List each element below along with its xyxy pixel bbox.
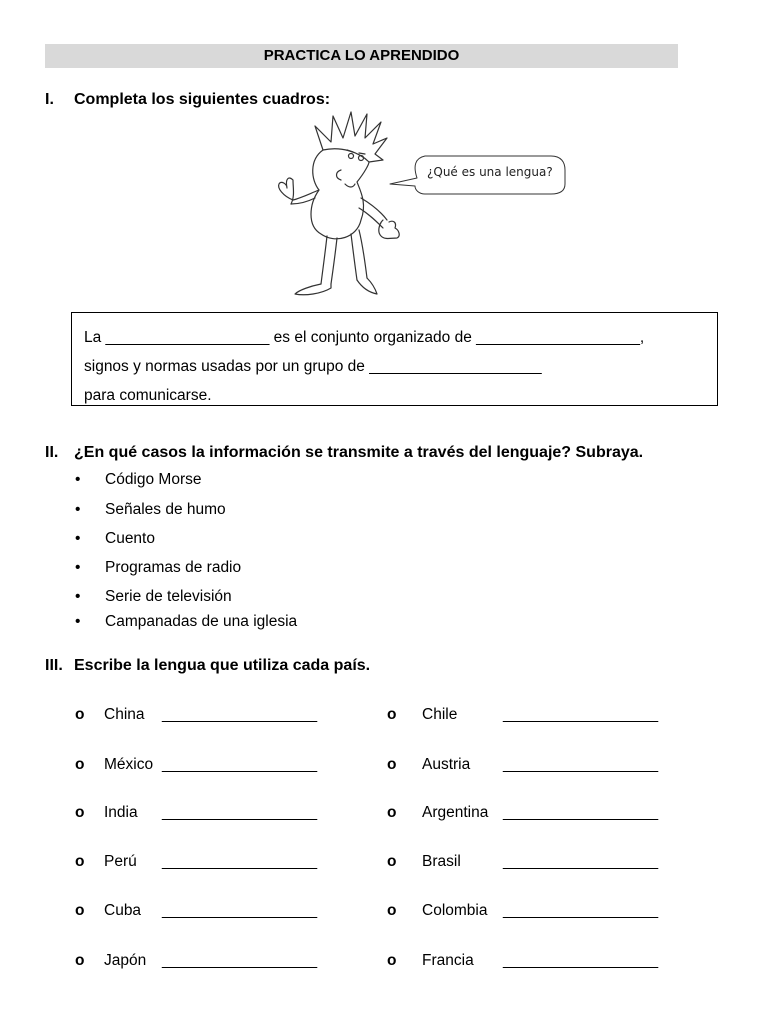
circle-bullet-icon: o [387,804,397,821]
answer-blank: __________________ [162,853,318,870]
answer-blank: __________________ [503,756,659,773]
bullet-icon: • [75,588,81,605]
circle-bullet-icon: o [75,756,85,773]
country-name: México [104,756,154,773]
definition-line-3: para comunicarse. [84,387,212,404]
circle-bullet-icon: o [75,706,85,723]
answer-blank: __________________ [162,756,318,773]
answer-blank: __________________ [503,902,659,919]
country-name: Argentina [422,804,489,821]
list-item: • Cuento [75,530,155,547]
section-2-heading-text: ¿En qué casos la información se transmite a través del lenguaje? Subraya. [74,444,644,461]
circle-bullet-icon: o [75,804,85,821]
list-item: • Señales de humo [75,501,226,518]
country-name: Brasil [422,853,461,870]
cartoon-illustration [265,108,570,303]
country-name: Austria [422,756,471,773]
answer-blank: __________________ [162,902,318,919]
answer-blank: __________________ [503,804,659,821]
country-name: Perú [104,853,137,870]
answer-blank: __________________ [503,853,659,870]
circle-bullet-icon: o [75,902,85,919]
circle-bullet-icon: o [387,853,397,870]
section-3-number: III. [45,657,63,674]
list-item: • Serie de televisión [75,588,232,605]
circle-bullet-icon: o [75,952,85,969]
country-name: Chile [422,706,458,723]
country-name: Colombia [422,902,488,919]
circle-bullet-icon: o [387,902,397,919]
bullet-icon: • [75,501,81,518]
answer-blank: __________________ [162,952,318,969]
answer-blank: __________________ [162,706,318,723]
country-name: India [104,804,138,821]
circle-bullet-icon: o [75,853,85,870]
section-2-heading [45,444,643,462]
list-item: • Código Morse [75,471,202,488]
definition-line-2: signos y normas usadas por un grupo de ____________________ [84,358,542,375]
answer-blank: __________________ [503,706,659,723]
circle-bullet-icon: o [387,756,397,773]
section-1-number: I. [45,91,54,108]
country-name: Japón [104,952,147,969]
speech-bubble-text: ¿Qué es una lengua? [427,165,553,179]
country-name: Cuba [104,902,142,919]
circle-bullet-icon: o [387,706,397,723]
country-name: China [104,706,145,723]
answer-blank: __________________ [162,804,318,821]
section-1-heading [45,91,330,109]
answer-blank: __________________ [503,952,659,969]
worksheet-title: PRACTICA LO APRENDIDO [45,44,678,68]
circle-bullet-icon: o [387,952,397,969]
section-2-number: II. [45,444,59,461]
list-item: • Programas de radio [75,559,242,576]
bullet-icon: • [75,559,81,576]
definition-box [71,312,718,406]
bullet-icon: • [75,613,81,630]
country-name: Francia [422,952,474,969]
cartoon-character-drawing [265,108,570,303]
section-3-heading [45,657,370,675]
bullet-icon: • [75,471,81,488]
section-1-heading-text: Completa los siguientes cuadros: [74,91,331,108]
definition-line-1: La ___________________ es el conjunto organizado de ___________________, [84,329,645,346]
section-3-heading-text: Escribe la lengua que utiliza cada país. [74,657,371,674]
list-item: • Campanadas de una iglesia [75,613,298,630]
bullet-icon: • [75,530,81,547]
